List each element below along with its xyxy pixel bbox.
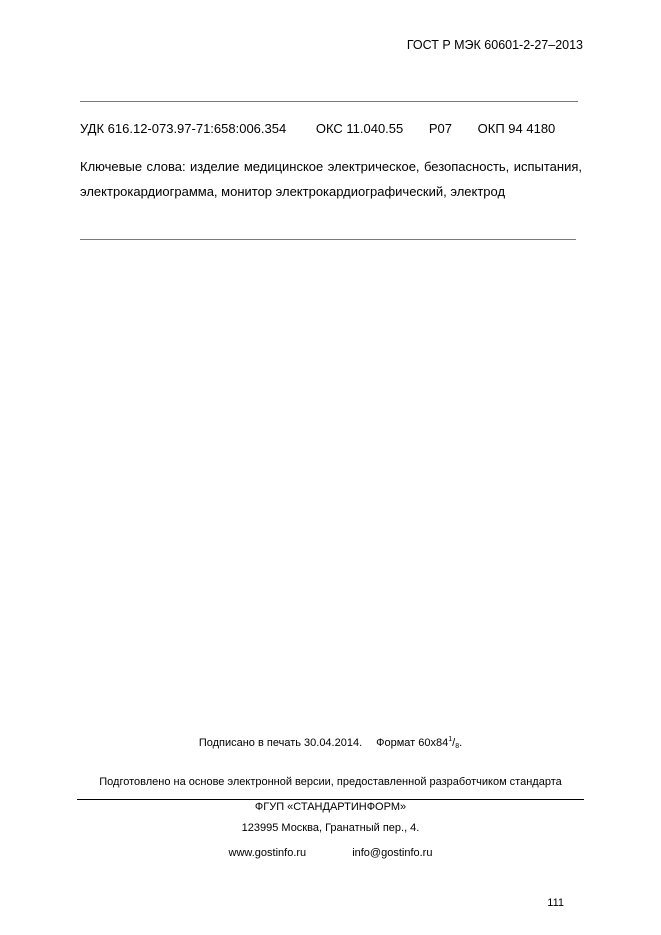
keywords-paragraph: Ключевые слова: изделие медицинское электрическое, безопасность, испытания, электрокардиограмма, монитор электрокардиографический, электрод bbox=[80, 159, 582, 199]
oks-code: ОКС 11.040.55 bbox=[315, 121, 404, 136]
r-code: Р07 bbox=[428, 121, 453, 136]
publisher-contacts bbox=[0, 847, 661, 859]
format-label: Формат 60х84 bbox=[376, 737, 449, 749]
email-link[interactable]: info@gostinfo.ru bbox=[352, 847, 433, 859]
format-suffix: . bbox=[459, 737, 463, 749]
publisher-address: 123995 Москва, Гранатный пер., 4. bbox=[241, 822, 420, 834]
udk-code: УДК 616.12-073.97-71:658:006.354 bbox=[80, 121, 287, 136]
standard-code-header: ГОСТ Р МЭК 60601-2-27–2013 bbox=[406, 38, 583, 52]
prepared-note: Подготовлено на основе электронной версии, предоставленной разработчиком стандарта bbox=[99, 776, 562, 788]
page-number: 111 bbox=[547, 897, 564, 909]
middle-divider bbox=[80, 239, 576, 240]
footer-divider bbox=[77, 799, 584, 800]
website-link[interactable]: www.gostinfo.ru bbox=[228, 847, 307, 859]
top-divider bbox=[80, 101, 578, 102]
format-denominator: 8 bbox=[455, 743, 460, 750]
signed-date: Подписано в печать 30.04.2014. bbox=[198, 737, 363, 749]
publisher-name: ФГУП «СТАНДАРТИНФОРМ» bbox=[254, 801, 407, 813]
okp-code: ОКП 94 4180 bbox=[477, 121, 556, 136]
format-numerator: 1 bbox=[448, 736, 453, 743]
classification-codes bbox=[80, 121, 580, 136]
signed-for-print-line: Подписано в печать 30.04.2014. Формат $60х84^1/_8$. bbox=[198, 736, 463, 750]
